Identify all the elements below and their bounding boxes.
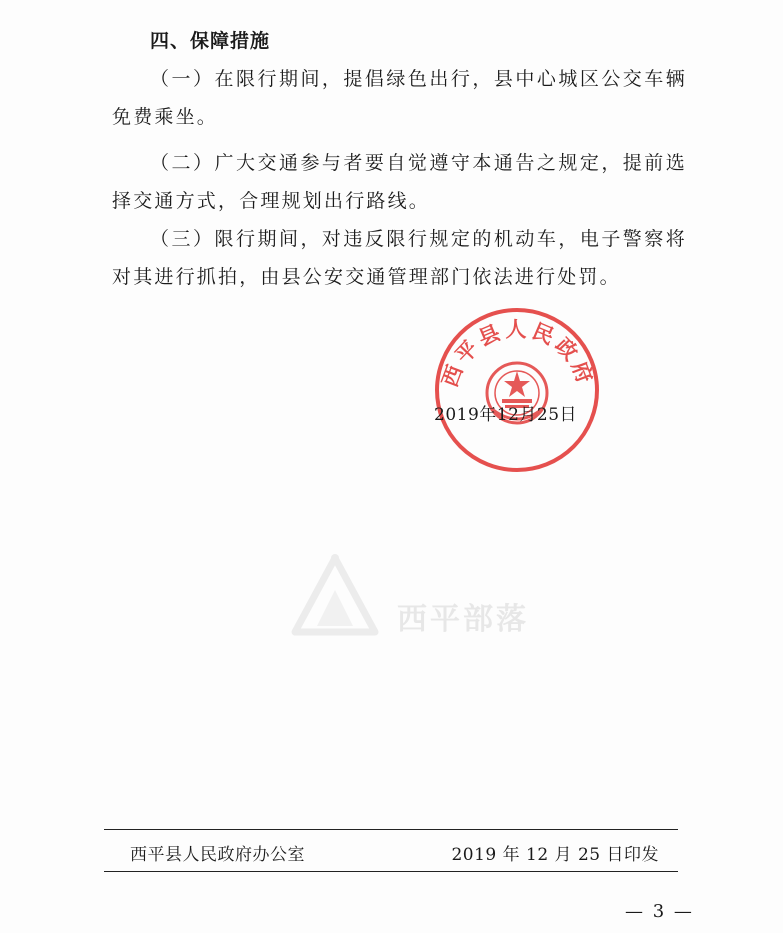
watermark: [285, 550, 555, 640]
section-heading: 四、保障措施: [150, 30, 271, 52]
signature-date: 2019年12月25日: [434, 405, 578, 425]
seal-text: 西平县人民政府: [437, 317, 599, 391]
official-seal-icon: [432, 305, 602, 475]
issuing-office: 西平县人民政府办公室: [130, 845, 305, 865]
paragraph-3: （三）限行期间，对违反限行规定的机动车，电子警察将对其进行抓拍，由县公安交通管理部门依法进行处罚。: [112, 228, 687, 288]
page-number: — 3 —: [625, 901, 694, 922]
watermark-text: 西平部落: [397, 602, 529, 637]
paragraph-1: （一）在限行期间，提倡绿色出行，县中心城区公交车辆免费乘坐。: [112, 68, 687, 128]
issue-date: 2019 年 12 月 25 日印发: [451, 845, 659, 865]
footer-rule-bottom: [104, 871, 678, 872]
footer-rule-top: [104, 829, 678, 830]
paragraph-2: （二）广大交通参与者要自觉遵守本通告之规定，提前选择交通方式，合理规划出行路线。: [112, 152, 687, 212]
tent-logo-icon: [285, 550, 385, 640]
